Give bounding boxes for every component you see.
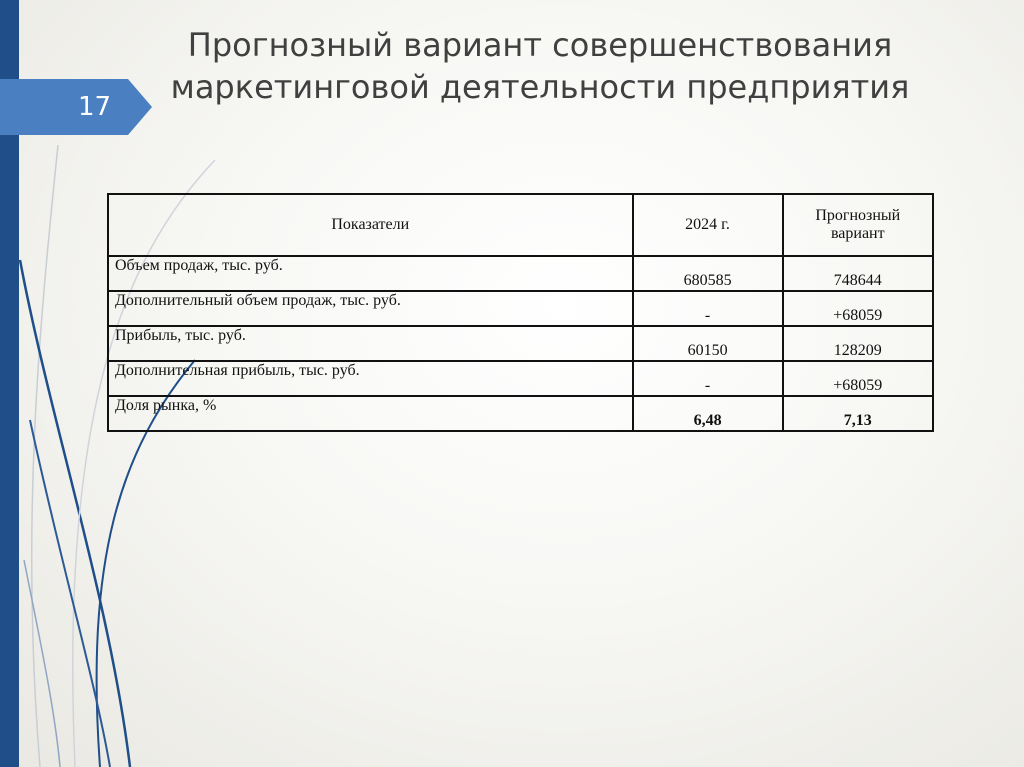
header-indicators: Показатели [108,194,633,256]
header-forecast: Прогнозный вариант [783,194,933,256]
page-number-badge [0,79,152,135]
table-row [108,361,933,396]
row-value-forecast: 748644 [783,256,933,291]
table-row [108,256,933,291]
row-value-2024: 60150 [633,326,783,361]
row-label: Объем продаж, тыс. руб. [108,256,633,291]
slide-title: Прогнозный вариант совершенствования маркетинговой деятельности предприятия [170,26,910,106]
row-value-2024: 6,48 [633,396,783,431]
table-header-row [108,194,933,256]
table-row [108,326,933,361]
row-label: Дополнительная прибыль, тыс. руб. [108,361,633,396]
table-row [108,291,933,326]
header-2024: 2024 г. [633,194,783,256]
row-value-forecast: 7,13 [783,396,933,431]
forecast-table [107,193,934,432]
row-label: Прибыль, тыс. руб. [108,326,633,361]
row-value-2024: 680585 [633,256,783,291]
row-label: Доля рынка, % [108,396,633,431]
row-value-2024: - [633,291,783,326]
row-value-2024: - [633,361,783,396]
row-value-forecast: 128209 [783,326,933,361]
table-row [108,396,933,431]
page-number: 17 [78,92,112,122]
row-value-forecast: +68059 [783,361,933,396]
row-value-forecast: +68059 [783,291,933,326]
row-label: Дополнительный объем продаж, тыс. руб. [108,291,633,326]
